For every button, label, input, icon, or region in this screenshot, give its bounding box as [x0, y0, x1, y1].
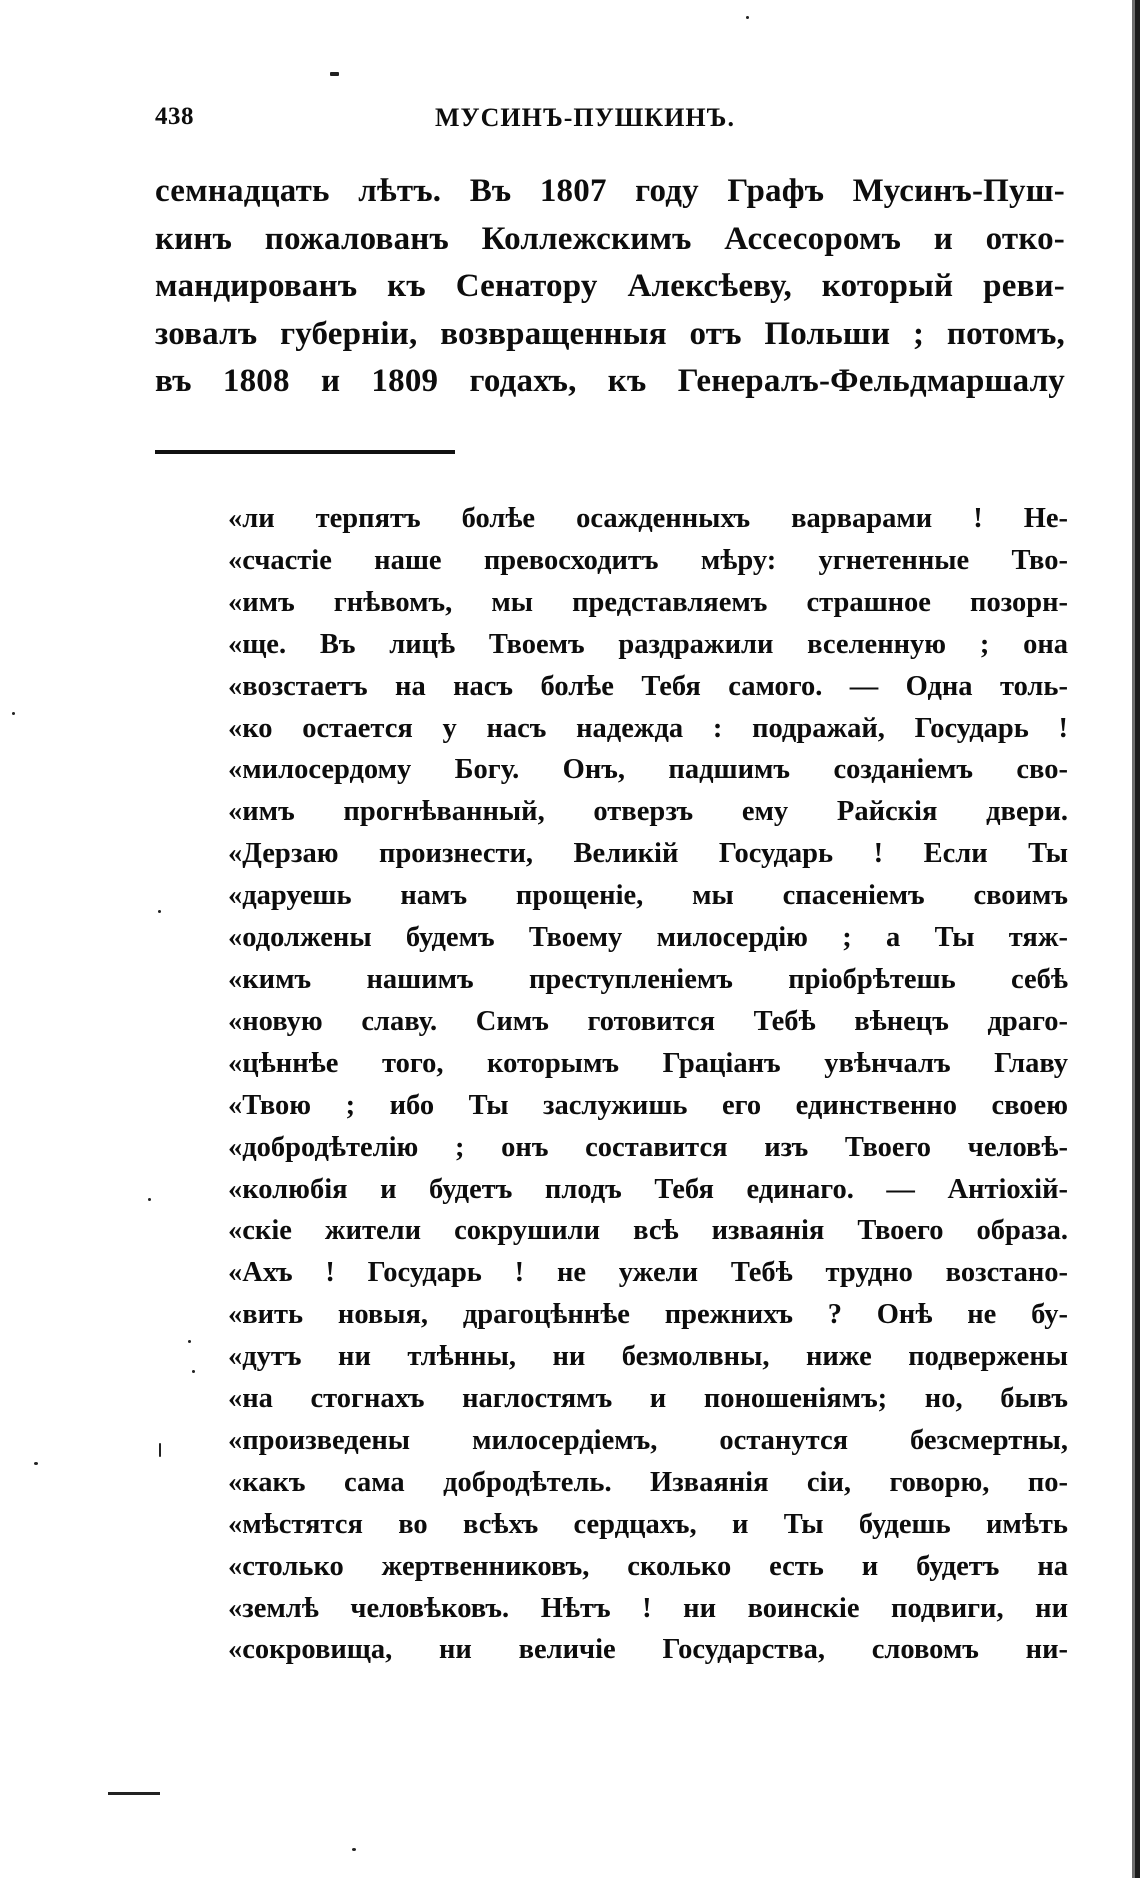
footnote-line: «Твою ; ибо Ты заслужишь его единственно своею [228, 1089, 1068, 1121]
footnote-line: «кимъ нашимъ преступленіемъ пріобрѣтешь себѣ [228, 963, 1068, 995]
footnote-line: «Ахъ ! Государь ! не ужели Тебѣ трудно возстано- [228, 1257, 1068, 1289]
main-text-line: кинъ пожалованъ Коллежскимъ Ассесоромъ и отко- [155, 220, 1065, 257]
footnote-line: «имъ прогнѣванный, отверзъ ему Райскія двери. [228, 796, 1068, 828]
footnote-line: «Дерзаю произнести, Великій Государь ! Если Ты [228, 838, 1068, 870]
footnote-line: «вить новыя, драгоцѣннѣе прежнихъ ? Онѣ не бу- [228, 1299, 1068, 1331]
main-text-block [155, 168, 1065, 406]
footnote-line: «одолжены будемъ Твоему милосердію ; а Ты тяж- [228, 922, 1068, 954]
scan-speck [34, 1462, 38, 1465]
scan-speck [352, 1848, 356, 1851]
footnote-text-block [228, 498, 1068, 1671]
footnote-line: «даруешь намъ прощеніе, мы спасеніемъ своимъ [228, 880, 1068, 912]
footnote-line: «милосердому Богу. Онъ, падшимъ созданіемъ сво- [228, 754, 1068, 786]
scan-speck [148, 1198, 151, 1201]
footnote-line: «ли терпятъ болѣе осажденныхъ варварами ! Не- [228, 503, 1068, 534]
footnote-line: «скіе жители сокрушили всѣ изваянія Твоего образа. [228, 1215, 1068, 1247]
footnote-line: «счастіе наше превосходитъ мѣру: угнетенные Тво- [228, 544, 1068, 576]
main-text-line: мандированъ къ Сенатору Алексѣеву, который реви- [155, 268, 1065, 304]
footnote-line: «колюбія и будетъ плодъ Тебя единаго. — Антіохій- [228, 1173, 1068, 1205]
running-title: МУСИНЪ-ПУШКИНЪ. [435, 103, 735, 132]
page-edge [1135, 0, 1140, 1878]
footnote-line: «ще. Въ лицѣ Твоемъ раздражили вселенную ; она [228, 628, 1068, 660]
bottom-rule-fragment [108, 1792, 160, 1795]
footnote-line: «землѣ человѣковъ. Нѣтъ ! ни воинскіе подвиги, ни [228, 1592, 1068, 1624]
main-text-line: зовалъ губерніи, возвращенныя отъ Польши ; потомъ, [155, 315, 1065, 352]
scan-speck [158, 910, 161, 913]
footnote-line: «новую славу. Симъ готовится Тебѣ вѣнецъ драго- [228, 1005, 1068, 1037]
scan-speck [188, 1340, 191, 1343]
main-text-line: въ 1808 и 1809 годахъ, къ Генералъ-Фельдмаршалу [155, 363, 1065, 399]
scan-speck [330, 72, 339, 76]
page-header [155, 103, 1065, 139]
scan-speck [12, 712, 15, 715]
main-text-line: семнадцать лѣтъ. Въ 1807 году Графъ Мусинъ-Пуш- [155, 173, 1065, 209]
scan-speck [159, 1443, 161, 1457]
footnote-line: «на стогнахъ наглостямъ и поношеніямъ; но, бывъ [228, 1383, 1068, 1415]
page-number: 438 [155, 103, 194, 130]
footnote-line: «цѣннѣе того, которымъ Граціанъ увѣнчалъ Главу [228, 1047, 1068, 1079]
footnote-line: «дутъ ни тлѣнны, ни безмолвны, ниже подвержены [228, 1341, 1068, 1373]
footnote-line: «какъ сама добродѣтель. Изваянія сіи, говорю, по- [228, 1466, 1068, 1498]
scan-speck [192, 1370, 195, 1373]
footnote-separator-rule [155, 450, 455, 454]
footnote-line: «столько жертвенниковъ, сколько есть и будетъ на [228, 1550, 1068, 1582]
footnote-line: «произведены милосердіемъ, останутся безсмертны, [228, 1424, 1068, 1456]
footnote-line: «возстаетъ на насъ болѣе Тебя самого. — Одна толь- [228, 670, 1068, 702]
footnote-line: «мѣстятся во всѣхъ сердцахъ, и Ты будешь имѣть [228, 1508, 1068, 1540]
footnote-line: «сокровища, ни величіе Государства, словомъ ни- [228, 1634, 1068, 1666]
footnote-line: «имъ гнѣвомъ, мы представляемъ страшное позорн- [228, 586, 1068, 618]
footnote-line: «ко остается у насъ надежда : подражай, Государь ! [228, 712, 1068, 744]
scan-speck [746, 16, 749, 19]
footnote-line: «добродѣтелію ; онъ составится изъ Твоего человѣ- [228, 1131, 1068, 1163]
